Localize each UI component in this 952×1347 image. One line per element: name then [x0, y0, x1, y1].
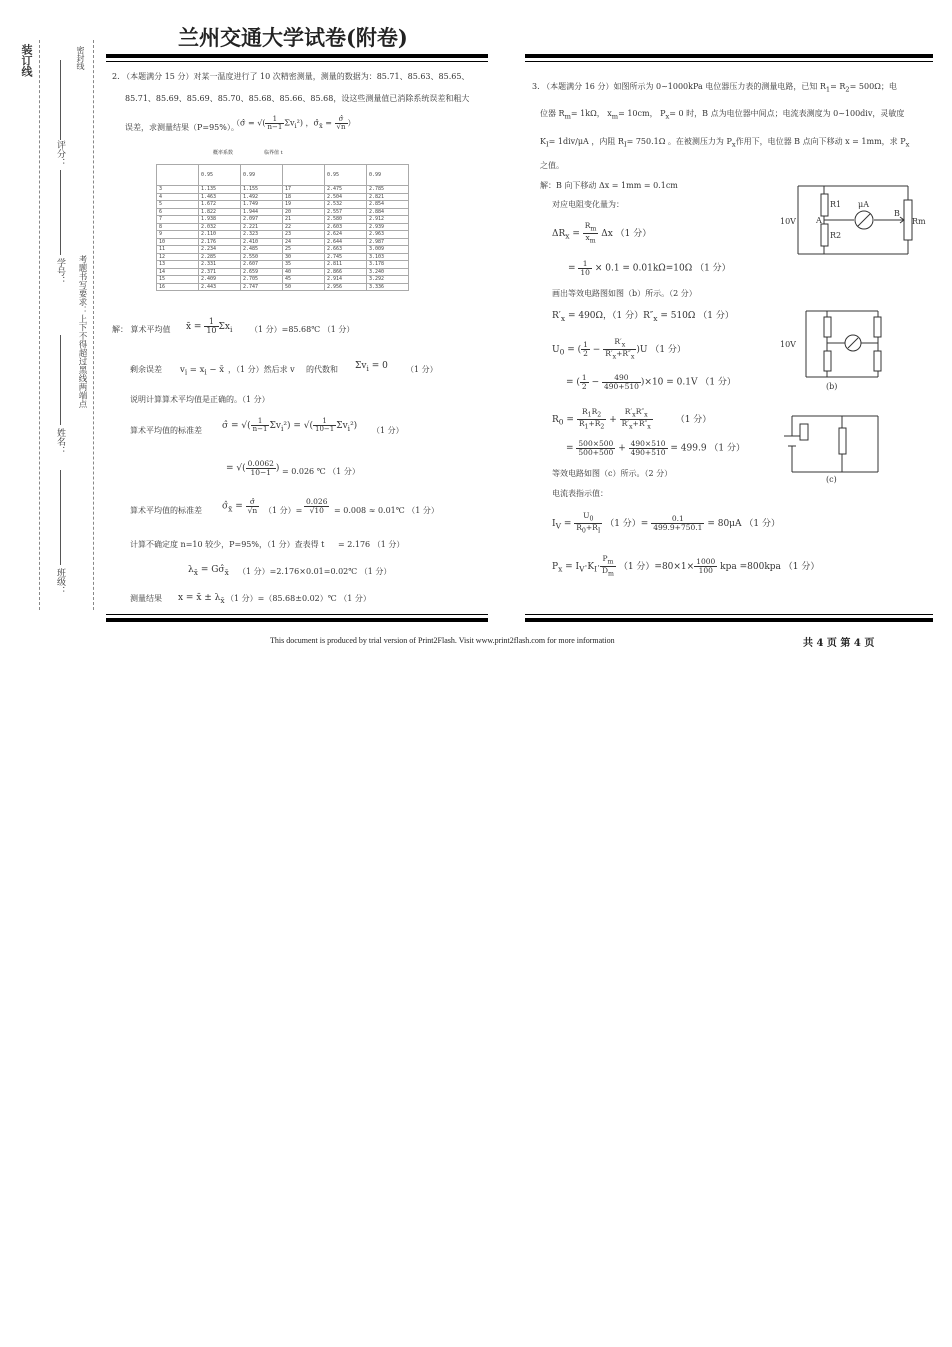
table-cell: 1.463 — [199, 193, 241, 201]
r-sol-13-b: = 80μA （1 分） — [707, 518, 780, 529]
student-id-label: 学号： — [55, 258, 65, 285]
table-row — [157, 208, 409, 216]
sol-result-formula: x = x̄ ± $\lambda_{x̄}$ — [178, 593, 225, 605]
table-cell: 8 — [157, 223, 199, 231]
sol-mean-formula: x̄ = $\frac{1}{10}$ $\Sigma x_i$ — [186, 317, 233, 335]
table-row — [157, 261, 409, 269]
table-cell: 1.822 — [199, 208, 241, 216]
table-row — [157, 216, 409, 224]
sol-result-value: （1 分）=（85.68±0.02）℃ （1 分） — [226, 594, 371, 603]
sol-result-label: 测量结果 — [130, 594, 162, 603]
sol-std-formula: σ̂ = √( $\frac{1}{n-1}$ $\Sigma v_i^2$) = √( $\frac{1}{10-1}$ $\Sigma v_i^2$) — [222, 417, 358, 433]
r-sol-13-a: （1 分）= — [605, 518, 649, 529]
sol-lambda-formula: $\lambda_{x̄}$ = $G\sigmâ_{x̄}$ — [188, 565, 229, 577]
table-cell: 2.939 — [367, 223, 409, 231]
sol-mean-std-formula: $\sigmâ_{x̄}$ = $\frac{\sigmâ}{√n}$ — [222, 497, 258, 515]
left-top-thin-rule — [106, 61, 488, 62]
name-underline — [60, 335, 61, 425]
r-sol-13: $I_V$ = $\frac{U_0}{R_0+R_I}$ （1 分）= $\frac{0.1}{499.9+750.1}$ = 80μA （1 分） — [552, 511, 780, 535]
r-sol-3: $\Delta R_x$ = $\frac{R_m}{x_m}$ Δx （1 分） — [552, 221, 652, 245]
sol-lambda-value: （1 分）=2.176×0.01=0.02℃ （1 分） — [238, 567, 392, 576]
page-title: 兰州交通大学试卷(附卷) — [178, 25, 408, 50]
r-sol-10: = $\frac{500\times 500}{500+500}$ + $\frac{490\times 510}{490+510}$ = 499.9 （1 分） — [566, 439, 746, 457]
r-sol-8-a: )×10 = 0.1V （1 分） — [640, 377, 736, 388]
q3-line3: $K_I= 1div/\mu A$ ，内阻 $R_I= 750.1\Omega$ 。在被测压力为 $P_x$作用下，电位器 B 点向下移动 x = 1mm，求 $P_x$ — [540, 137, 910, 149]
r-sol-7-a: U — [552, 344, 560, 355]
table-cell: 2.032 — [199, 223, 241, 231]
table-head-cell: 0.95 — [199, 165, 241, 186]
binding-dashed-line — [39, 40, 40, 610]
table-row — [157, 193, 409, 201]
table-cell: 2.110 — [199, 231, 241, 239]
table-cell: 2.323 — [241, 231, 283, 239]
r-sol-6: $R'_x = 490\Omega$，（1 分）$R''_x = 510\Omega$ （1 分） — [552, 311, 734, 323]
table-cell: 19 — [283, 201, 325, 209]
table-row — [157, 246, 409, 254]
table-row — [157, 276, 409, 284]
sol-std-label: 算术平均值的标准差 — [130, 426, 202, 435]
table-head-cell: 0.95 — [325, 165, 367, 186]
r-sol-6-a: = 490Ω，（1 分）R — [567, 311, 650, 321]
table-head-cell: 0.99 — [241, 165, 283, 186]
q2-text-line2: 85.71、85.69、85.69、85.70、85.68、85.66、85.68，设这些测量值已消除系统误差和粗大 — [125, 94, 470, 103]
table-cell: 10 — [157, 238, 199, 246]
table-row — [157, 283, 409, 291]
table-cell: 35 — [283, 261, 325, 269]
table-cell: 7 — [157, 216, 199, 224]
table-cell: 30 — [283, 253, 325, 261]
table-corner-cell — [157, 165, 199, 186]
q3-line3-b: = 1div/μA ，内阻 R — [548, 137, 624, 146]
table-cell: 2.443 — [199, 283, 241, 291]
binding-line-label: 装订线 — [20, 44, 33, 77]
table-cell: 3.178 — [367, 261, 409, 269]
r-sol-14-a: （1 分）=80×1× — [618, 561, 695, 572]
q3-line2-c: = 10cm， P — [618, 109, 666, 118]
q3-line3-c: = 750.1Ω 。在被测压力为 P — [626, 137, 732, 146]
trial-notice: This document is produced by trial version of Print2Flash. Visit www.print2flash.com for more information — [270, 636, 615, 645]
table-row — [157, 268, 409, 276]
sol-residual-formula: $v_i = x_i$ − x̄ — [180, 365, 224, 377]
name-label: 姓名： — [55, 428, 65, 455]
r-sol-3-a: ΔR — [552, 228, 566, 239]
q3-line1-c: = 500Ω；电 — [849, 82, 897, 91]
q2-text-line1: 2. （本题满分 15 分）对某一温度进行了 10 次精密测量，测量的数据为：85.71、85.63、85.65、 — [112, 72, 470, 81]
table-cell: 1.672 — [199, 201, 241, 209]
table-head-cell: 0.99 — [367, 165, 409, 186]
sol-check: 说明计算算术平均值是正确的。（1 分） — [130, 395, 270, 404]
sol-mean-value: （1 分）=85.68℃ （1 分） — [250, 325, 355, 334]
table-cell: 14 — [157, 268, 199, 276]
fig-a-r2: R2 — [830, 231, 842, 240]
sol-residual-label: 剩余误差 — [130, 365, 162, 374]
table-cell: 2.580 — [325, 216, 367, 224]
table-cell: 23 — [283, 231, 325, 239]
r-sol-4: = $\frac{1}{10}$ × 0.1 = 0.01kΩ=10Ω （1 分） — [568, 259, 731, 277]
table-cell: 2.745 — [325, 253, 367, 261]
sol-uncertainty: 计算不确定度 n=10 较少，P=95%，（1 分）查表得 t — [130, 540, 325, 549]
table-cell: 17 — [283, 186, 325, 194]
table-head-cell — [283, 165, 325, 186]
fig-a-node-b: B — [894, 209, 900, 218]
page-number: 共 4 页 第 4 页 — [803, 638, 875, 649]
sol-mean-std-end: = 0.008 ≈ 0.01℃ （1 分） — [334, 506, 439, 515]
table-cell: 21 — [283, 216, 325, 224]
table-cell: 1.155 — [241, 186, 283, 194]
table-cell: 3.240 — [367, 268, 409, 276]
circuit-figure-a — [778, 180, 928, 260]
q3-line2-a: 位器 R — [540, 109, 565, 118]
q3-line3-a: K — [540, 137, 546, 146]
left-bottom-thin-rule — [106, 614, 488, 615]
seal-line-label: 密封线 — [76, 46, 85, 70]
table-cell: 2.705 — [241, 276, 283, 284]
circuit-figure-b — [778, 305, 903, 393]
sol-residual-sum: $\Sigma v_i = 0$ — [355, 361, 388, 373]
table-cell: 22 — [283, 223, 325, 231]
table-cell: 2.607 — [241, 261, 283, 269]
table-header-row — [157, 165, 409, 186]
q3-line2-d: = 0 时，B 点为电位器中间点；电流表测度为 0~100div，灵敏度 — [669, 109, 905, 118]
table-cell: 2.884 — [367, 208, 409, 216]
fig-a-rm: Rm — [912, 217, 926, 226]
table-cell: 2.097 — [241, 216, 283, 224]
table-cell: 2.504 — [325, 193, 367, 201]
r-sol-1: 解：B 向下移动 Δx = 1mm = 0.1cm — [540, 181, 678, 190]
table-cell: 24 — [283, 238, 325, 246]
r-sol-9-a: （1 分） — [675, 414, 712, 425]
q3-line3-d: 作用下，电位器 B 点向下移动 x = 1mm，求 P — [735, 137, 906, 146]
table-cell: 4 — [157, 193, 199, 201]
table-cell: 3.103 — [367, 253, 409, 261]
table-cell: 3.009 — [367, 246, 409, 254]
q2-text-line3: 误差，求测量结果（P=95%）。 — [125, 123, 239, 132]
q3-line1: 3. （本题满分 16 分）如图所示为 0~1000kPa 电位器压力表的测量电路，已知 $R_1= R_2= 500\Omega$；电 — [532, 82, 897, 94]
table-cell: 2.234 — [199, 246, 241, 254]
table-cell: 2.624 — [325, 231, 367, 239]
table-cell: 16 — [157, 283, 199, 291]
left-top-rule — [106, 54, 488, 58]
table-cell: 2.866 — [325, 268, 367, 276]
table-cell: 2.221 — [241, 223, 283, 231]
table-cell: 3.292 — [367, 276, 409, 284]
sol-mean-std-label: 算术平均值的标准差 — [130, 506, 202, 515]
table-caption-b: 临界值 t — [264, 150, 283, 156]
table-cell: 3 — [157, 186, 199, 194]
table-cell: 1.135 — [199, 186, 241, 194]
table-cell: 2.644 — [325, 238, 367, 246]
table-row — [157, 186, 409, 194]
r-sol-12: 电流表指示值： — [552, 489, 608, 498]
class-underline — [60, 470, 61, 565]
left-bottom-rule — [106, 618, 488, 622]
table-row — [157, 253, 409, 261]
table-cell: 15 — [157, 276, 199, 284]
table-cell: 2.485 — [241, 246, 283, 254]
sol-mean-std-frac: $\frac{0.026}{√10}$ — [306, 497, 328, 515]
r-sol-3-b: Δx （1 分） — [601, 228, 652, 239]
student-id-underline — [60, 170, 61, 255]
table-caption-a: 概率系数 — [213, 150, 234, 156]
fig-a-node-a: A — [816, 216, 822, 225]
seal-dashed-line — [93, 40, 94, 610]
fig-a-r1: R1 — [830, 200, 842, 209]
r-sol-14: $P_x = I_V\cdot K_I\cdot$ $\frac{P_m}{D_m}$ （1 分）=80×1× $\frac{1000}{100}$ kpa =800kpa （1 分） — [552, 554, 820, 578]
table-cell: 1.938 — [199, 216, 241, 224]
r-sol-6-b: = 510Ω （1 分） — [660, 311, 734, 321]
sol-residual-mid: ，（1 分）然后求 v — [228, 365, 295, 374]
table-cell: 18 — [283, 193, 325, 201]
fig-b-voltage: 10V — [780, 340, 796, 349]
table-cell: 2.371 — [199, 268, 241, 276]
fig-a-voltage: 10V — [780, 217, 796, 226]
table-cell: 20 — [283, 208, 325, 216]
table-cell: 2.963 — [367, 231, 409, 239]
table-cell: 3.336 — [367, 283, 409, 291]
r-sol-7-b: )U （1 分） — [636, 344, 686, 355]
right-bottom-rule — [525, 618, 933, 622]
sol-mean-std-value: （1 分）= — [264, 506, 303, 515]
table-cell: 2.331 — [199, 261, 241, 269]
right-top-thin-rule — [525, 61, 933, 62]
table-cell: 2.285 — [199, 253, 241, 261]
t-distribution-table — [156, 164, 409, 291]
sol-residual-end: 的代数和 — [306, 365, 338, 374]
r-sol-5: 画出等效电路图如图（b）所示。（2 分） — [552, 289, 697, 298]
table-cell: 2.821 — [367, 193, 409, 201]
table-cell: 50 — [283, 283, 325, 291]
class-label: 班级： — [55, 568, 65, 595]
fig-b-label: (b) — [826, 382, 838, 391]
table-row — [157, 231, 409, 239]
table-cell: 2.532 — [325, 201, 367, 209]
table-cell: 6 — [157, 208, 199, 216]
r-sol-2: 对应电阻变化量为： — [552, 200, 624, 209]
table-cell: 2.409 — [199, 276, 241, 284]
sol-std-value-2: = 0.026 ℃ （1 分） — [282, 467, 360, 476]
table-cell: 2.410 — [241, 238, 283, 246]
r-sol-8: = ( $\frac{1}{2}$ − $\frac{490}{490+510}$ )×10 = 0.1V （1 分） — [566, 373, 736, 391]
table-cell: 9 — [157, 231, 199, 239]
table-cell: 2.663 — [325, 246, 367, 254]
table-cell: 2.912 — [367, 216, 409, 224]
q3-line2: 位器 $R_m= 1k\Omega$， $x_m= 10cm$， $P_x= 0$ 时，B 点为电位器中间点；电流表测度为 0~100div，灵敏度 — [540, 109, 905, 121]
table-row — [157, 238, 409, 246]
q3-line2-b: = 1kΩ， x — [570, 109, 612, 118]
table-cell: 1.944 — [241, 208, 283, 216]
table-cell: 2.176 — [199, 238, 241, 246]
r-sol-9: $R_0$ = $\frac{R_1R_2}{R_1+R_2}$ + $\frac{R'_xR''_x}{R'_x+R''_x}$ （1 分） — [552, 407, 712, 431]
sol-uncertainty-value: = 2.176 （1 分） — [338, 540, 405, 549]
table-row — [157, 201, 409, 209]
table-cell: 45 — [283, 276, 325, 284]
table-row — [157, 223, 409, 231]
table-cell: 2.659 — [241, 268, 283, 276]
table-cell: 2.603 — [325, 223, 367, 231]
q3-line1-a: 3. （本题满分 16 分）如图所示为 0~1000kPa 电位器压力表的测量电路，已知 R — [532, 82, 826, 91]
table-cell: 12 — [157, 253, 199, 261]
table-cell: 5 — [157, 201, 199, 209]
sol-std-value: （1 分） — [372, 426, 404, 435]
fig-a-meter: μA — [858, 200, 869, 209]
q3-line1-b: = R — [830, 82, 846, 91]
q3-line4: 之值。 — [540, 161, 564, 170]
table-cell: 13 — [157, 261, 199, 269]
fig-c-label: (c) — [826, 475, 837, 484]
sol-residual-value: （1 分） — [406, 365, 438, 374]
r-sol-10-a: = 499.9 （1 分） — [670, 443, 746, 454]
table-cell: 1.749 — [241, 201, 283, 209]
right-top-rule — [525, 54, 933, 58]
score-label: 评分： — [55, 140, 65, 167]
table-cell: 2.785 — [367, 186, 409, 194]
table-cell: 25 — [283, 246, 325, 254]
sol-mean-label: 解： 算术平均值 — [112, 325, 171, 334]
writing-notice: 考题书写要求：上下不得超过黑线两端点 — [77, 255, 87, 408]
r-sol-7: $U_0$ = ( $\frac{1}{2}$ − $\frac{R'_x}{R'_x+R''_x}$ )U （1 分） — [552, 337, 686, 361]
circuit-figure-c — [778, 410, 888, 486]
r-sol-14-b: kpa =800kpa （1 分） — [720, 561, 820, 572]
table-cell: 2.550 — [241, 253, 283, 261]
r-sol-4-a: × 0.1 = 0.01kΩ=10Ω （1 分） — [594, 263, 731, 274]
table-cell: 2.747 — [241, 283, 283, 291]
table-cell: 2.811 — [325, 261, 367, 269]
table-cell: 2.475 — [325, 186, 367, 194]
q2-formula-hint: （σ̂ = √( $\frac{1}{n-1}$ $\Sigma v_i^2$) ，$\sigmâ_{x̄}$ = $\frac{\sigmâ}{√n}$ ） — [232, 115, 356, 131]
sol-std-formula-2: = √( $\frac{0.0062}{10-1}$ ) — [226, 459, 280, 477]
score-underline — [60, 60, 61, 140]
table-cell: 11 — [157, 246, 199, 254]
table-cell: 1.492 — [241, 193, 283, 201]
table-cell: 2.956 — [325, 283, 367, 291]
right-bottom-thin-rule — [525, 614, 933, 615]
table-cell: 2.914 — [325, 276, 367, 284]
table-cell: 2.854 — [367, 201, 409, 209]
table-cell: 40 — [283, 268, 325, 276]
table-cell: 2.557 — [325, 208, 367, 216]
r-sol-11: 等效电路如图（c）所示。（2 分） — [552, 469, 673, 478]
table-cell: 2.987 — [367, 238, 409, 246]
